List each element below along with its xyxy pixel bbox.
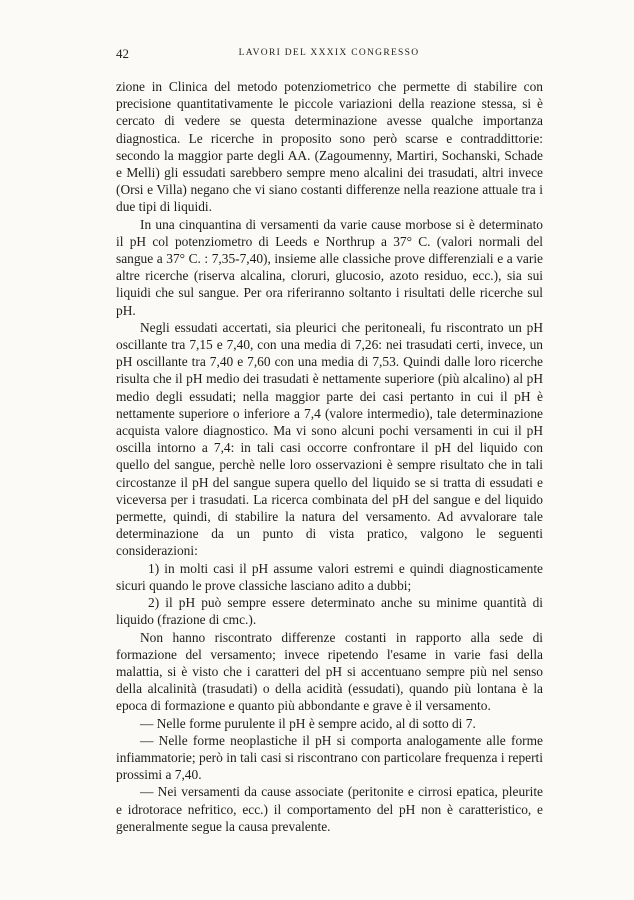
paragraph: zione in Clinica del metodo potenziometrico che permette di stabilire con precisione quantitativamente le piccole variazioni della reazione stessa, si è cercato di vedere se questa determinazione avesse qualche importanza diagnostica. Le ricerche in proposito sono però scarse e contraddittorie: secondo la maggior parte degli AA. (Zagoumenny, Martiri, Sochanski, Schade e Melli) gli essudati sarebbero sempre meno alcalini dei trasudati, altri invece (Orsi e Villa) negano che vi siano costanti differenze nella reazione attuale tra i due tipi di liquidi. <box>116 79 543 215</box>
paragraph: Non hanno riscontrato differenze costanti in rapporto alla sede di formazione del versamento; invece ripetendo l'esame in varie fasi della malattia, si è visto che i caratteri del pH si accentuano sempre più nel senso della alcalinità (trasudati) o della acidità (essudati), quando più lontana è la epoca di formazione e quanto più abbondante e grave è il versamento. <box>116 629 543 714</box>
body-text <box>116 78 543 835</box>
list-item: 2) il pH può sempre essere determinato anche su minime quantità di liquido (frazione di cmc.). <box>116 595 543 628</box>
running-title: LAVORI DEL XXXIX CONGRESSO <box>238 48 420 58</box>
page-header <box>116 46 542 62</box>
page-number: 42 <box>116 46 129 61</box>
paragraph: — Nelle forme purulente il pH è sempre acido, al di sotto di 7. <box>140 715 476 731</box>
paragraph: — Nelle forme neoplastiche il pH si comporta analogamente alle forme infiammatorie; però in tali casi si riscontrano con particolare frequenza i reperti prossimi a 7,40. <box>116 732 543 783</box>
paragraph: — Nei versamenti da cause associate (peritonite e cirrosi epatica, pleurite e idrotorace nefritico, ecc.) il comportamento del pH non è caratteristico, e generalmente segue la causa prevalente. <box>116 784 543 834</box>
paragraph: In una cinquantina di versamenti da varie cause morbose si è determinato il pH col potenziometro di Leeds e Northrup a 37° C. (valori normali del sangue a 37° C. : 7,35-7,40), insieme alle classiche prove differenziali e a varie altre ricerche (riserva alcalina, cloruri, glucosio, azoto residuo, ecc.), sia sui liquidi che sul sangue. Per ora riferiranno soltanto i risultati delle ricerche sul pH. <box>116 216 543 318</box>
list-item: 1) in molti casi il pH assume valori estremi e quindi diagnosticamente sicuri quando le prove classiche lasciano adito a dubbi; <box>116 560 543 593</box>
paragraph: Negli essudati accertati, sia pleurici che peritoneali, fu riscontrato un pH oscillante tra 7,15 e 7,40, con una media di 7,26: nei trasudati certi, invece, un pH oscillante tra 7,40 e 7,60 con una media di 7,53. Quindi dalle loro ricerche risulta che il pH medio dei trasudati è nettamente superiore (più alcalino) al pH medio degli essudati; nella maggior parte dei casi pertanto in cui il pH è nettamente superiore o inferiore a 7,4 (valore intermedio), tale determinazione acquista valore diagnostico. Ma vi sono alcuni pochi versamenti in cui il pH oscilla intorno a 7,4: in tali casi occorre confrontare il pH del liquido con quello del sangue, perchè nelle loro osservazioni è sempre risultato che in tali circostanze il pH del sangue supera quello del liquido se si tratta di essudati e viceversa per i trasudati. La ricerca combinata del pH del sangue e del liquido permette, quindi, di stabilire la natura del versamento. Ad avvalorare tale determinazione da un punto di vista pratico, valgono le seguenti considerazioni: <box>116 319 543 559</box>
